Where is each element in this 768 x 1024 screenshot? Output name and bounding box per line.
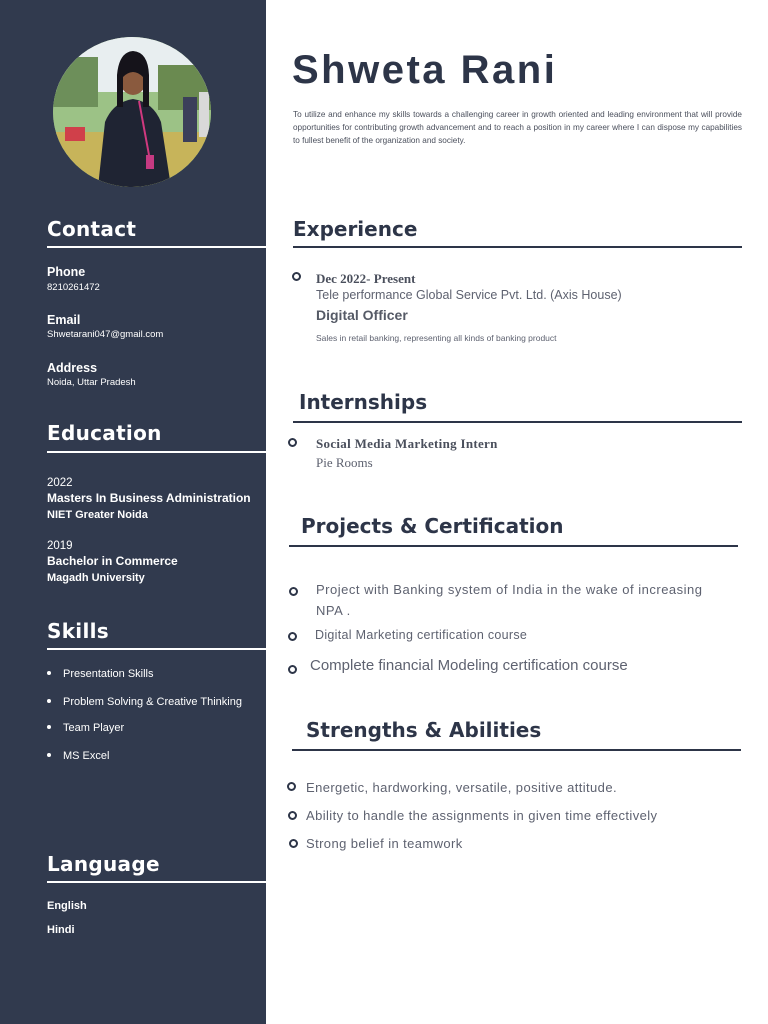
- language-item: Hindi: [47, 924, 75, 936]
- profile-photo: [53, 37, 211, 187]
- project-item: Project with Banking system of India in the wake of increasing NPA .: [316, 582, 703, 618]
- projects-divider: [289, 545, 738, 547]
- bullet-icon: [47, 725, 51, 729]
- experience-heading: Experience: [293, 217, 418, 241]
- education-divider: [47, 451, 266, 453]
- profile-photo-image: [53, 37, 211, 187]
- education-heading: Education: [47, 421, 162, 445]
- skill-label: Presentation Skills: [63, 668, 154, 680]
- education-degree: Masters In Business Administration: [47, 491, 251, 505]
- education-school: NIET Greater Noida: [47, 509, 148, 521]
- circle-bullet-icon: [288, 665, 297, 674]
- skill-item: [47, 668, 154, 680]
- skill-label: Team Player: [63, 722, 125, 734]
- education-degree: Bachelor in Commerce: [47, 554, 178, 568]
- project-item: Complete financial Modeling certification course: [310, 657, 628, 674]
- skill-label: MS Excel: [63, 750, 110, 762]
- strength-item: Energetic, hardworking, versatile, positive attitude.: [306, 780, 617, 795]
- bullet-icon: [47, 699, 51, 703]
- education-school: Magadh University: [47, 572, 145, 584]
- strength-item: Ability to handle the assignments in given time effectively: [306, 808, 658, 823]
- address-label: Address: [47, 361, 98, 375]
- skills-divider: [47, 648, 266, 650]
- skills-heading: Skills: [47, 619, 109, 643]
- internship-title: Social Media Marketing Intern: [316, 436, 498, 451]
- circle-bullet-icon: [288, 811, 297, 820]
- education-year: 2019: [47, 540, 73, 552]
- circle-bullet-icon: [292, 272, 301, 281]
- project-item: Digital Marketing certification course: [315, 628, 528, 642]
- skill-item: [47, 750, 109, 762]
- strength-item: Strong belief in teamwork: [306, 836, 463, 851]
- strengths-heading: Strengths & Abilities: [306, 718, 542, 742]
- circle-bullet-icon: [289, 587, 298, 596]
- strengths-divider: [292, 749, 741, 751]
- career-summary: To utilize and enhance my skills towards a challenging career in growth oriented and leading environment that will provide opportunities for contributing growth advancement and to reach a position in my career where I can dispose my capabilities to fullest benefit of the organization and society.: [293, 110, 742, 145]
- projects-heading: Projects & Certification: [301, 514, 564, 538]
- contact-heading: Contact: [47, 217, 137, 241]
- internships-heading: Internships: [299, 390, 428, 414]
- language-heading: Language: [47, 852, 160, 876]
- circle-bullet-icon: [289, 839, 298, 848]
- circle-bullet-icon: [288, 632, 297, 641]
- experience-role: Digital Officer: [316, 307, 408, 323]
- internship-company: Pie Rooms: [316, 455, 373, 470]
- bullet-icon: [47, 671, 51, 675]
- language-divider: [47, 881, 266, 883]
- circle-bullet-icon: [287, 782, 296, 791]
- contact-divider: [47, 246, 266, 248]
- sidebar: [0, 0, 266, 1024]
- email-value[interactable]: Shwetarani047@gmail.com: [47, 329, 164, 340]
- phone-label: Phone: [47, 265, 86, 279]
- phone-value: 8210261472: [47, 282, 100, 293]
- skill-label: Problem Solving & Creative Thinking: [63, 696, 242, 708]
- experience-divider: [293, 246, 742, 248]
- language-item: English: [47, 900, 87, 912]
- candidate-name: Shweta Rani: [292, 48, 558, 92]
- experience-period: Dec 2022- Present: [316, 271, 416, 286]
- experience-description: Sales in retail banking, representing all kinds of banking product: [316, 333, 557, 343]
- education-year: 2022: [47, 477, 73, 489]
- skill-item: [47, 722, 124, 734]
- skill-item: [47, 696, 242, 708]
- address-value: Noida, Uttar Pradesh: [47, 377, 136, 388]
- circle-bullet-icon: [288, 438, 297, 447]
- internships-divider: [293, 421, 742, 423]
- email-label: Email: [47, 313, 81, 327]
- bullet-icon: [47, 753, 51, 757]
- experience-company: Tele performance Global Service Pvt. Ltd. (Axis House): [316, 288, 622, 302]
